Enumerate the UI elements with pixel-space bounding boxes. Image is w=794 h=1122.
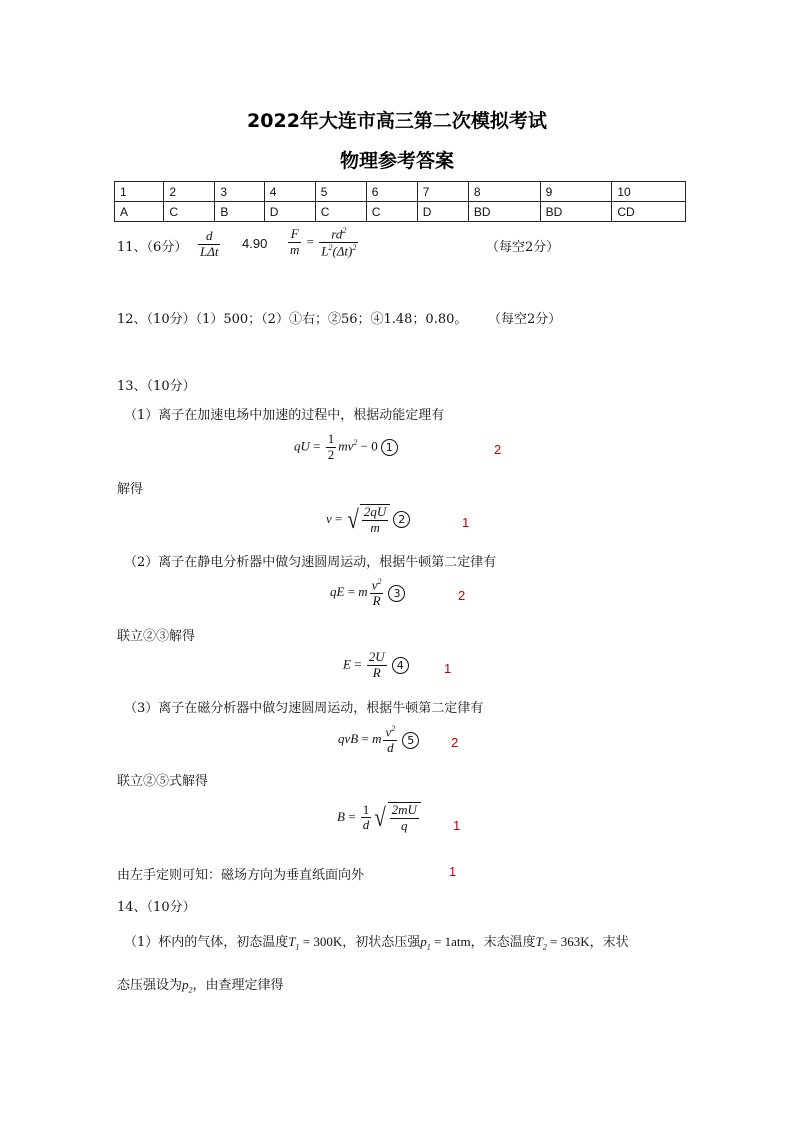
q13-part2-text: （2）离子在静电分析器中做匀速圆周运动，根据牛顿第二定律有 — [124, 555, 497, 570]
table-cell: 7 — [417, 182, 468, 202]
table-cell: D — [264, 202, 315, 222]
table-cell: CD — [612, 202, 686, 222]
table-cell: C — [315, 202, 366, 222]
q11-note: （每空2分） — [486, 240, 560, 255]
q14-text: ，由查理定律得 — [192, 978, 284, 993]
table-cell: D — [417, 202, 468, 222]
q13-label: 13、（10分） — [117, 379, 196, 394]
q13-part3-text: （3）离子在磁分析器中做匀速圆周运动，根据牛顿第二定律有 — [124, 701, 484, 716]
score-mark: 2 — [451, 735, 459, 750]
q13-solve-text: 解得 — [117, 482, 144, 497]
q11-label: 11、（6分） — [117, 240, 188, 255]
q13-eq5: qvB = m $\frac{v^2}{d}$ 5 — [338, 724, 419, 756]
table-cell: 6 — [366, 182, 417, 202]
table-cell: BD — [540, 202, 612, 222]
q14-t2-value: 363K — [560, 934, 590, 949]
answer-table — [114, 181, 686, 222]
q13-eq6: B = $\frac{1}{d}$ √ $\frac{2mU}{q}$ — [337, 802, 421, 834]
q13-eq1: qU = $\frac{1}{2}$ $mv^2 - 0$ 1 — [294, 432, 398, 463]
table-cell: 9 — [540, 182, 612, 202]
answer-table-number-row — [115, 182, 686, 202]
table-cell: 1 — [115, 182, 164, 202]
q14-part1-line1: （1）杯内的气体，初态温度$T_1 = 300K$，初状态压强$p_1 = 1atm$，末态温度$T_2 = 363K$，末状 — [124, 934, 629, 952]
q13-combine2-text: 联立②⑤式解得 — [117, 774, 209, 789]
table-cell: A — [115, 202, 164, 222]
q14-t1-value: 300K — [313, 934, 343, 949]
score-mark: 2 — [458, 588, 466, 603]
q14-text: （1）杯内的气体，初态温度 — [124, 935, 289, 950]
q14-text: ，初状态压强 — [342, 935, 421, 950]
table-cell: C — [164, 202, 215, 222]
table-cell: B — [215, 202, 264, 222]
score-mark: 1 — [449, 864, 457, 879]
table-cell: BD — [468, 202, 540, 222]
score-mark: 1 — [453, 818, 461, 833]
table-cell: 2 — [164, 182, 215, 202]
page-title: 2022年大连市高三第二次模拟考试 — [247, 110, 547, 132]
q11-formula-2: $\frac{F}{m}$ = $\frac{rd^2}{L^2(\Delta t)^2}$ — [290, 226, 357, 259]
q14-text: ，末态温度 — [470, 935, 536, 950]
q14-text: ，末状 — [589, 935, 629, 950]
q13-combine1-text: 联立②③解得 — [117, 629, 196, 644]
table-cell: 10 — [612, 182, 686, 202]
score-mark: 1 — [444, 661, 452, 676]
page-subtitle: 物理参考答案 — [339, 150, 454, 172]
q12-text: 12、（10分）（1）500；（2）①右；②56；④1.48；0.80。 — [117, 312, 468, 327]
table-cell: C — [366, 202, 417, 222]
q12-note: （每空2分） — [488, 312, 562, 327]
q13-eq4: E = $\frac{2U}{R}$ 4 — [343, 650, 409, 681]
table-cell: 4 — [264, 182, 315, 202]
table-cell: 8 — [468, 182, 540, 202]
score-mark: 2 — [494, 442, 502, 457]
q13-part1-text: （1）离子在加速电场中加速的过程中，根据动能定理有 — [124, 408, 445, 423]
q13-conclusion-text: 由左手定则可知：磁场方向为垂直纸面向外 — [117, 868, 365, 883]
table-cell: 5 — [315, 182, 366, 202]
q13-eq3: qE = m $\frac{v^2}{R}$ 3 — [330, 577, 405, 609]
q14-label: 14、（10分） — [117, 900, 196, 915]
answer-table-answer-row — [115, 202, 686, 222]
table-cell: 3 — [215, 182, 264, 202]
q11-formula-1: $\frac{d}{\text{LΔt}}$ — [200, 228, 219, 259]
q14-text: 态压强设为 — [117, 978, 183, 993]
q14-p1-value: 1atm — [444, 934, 471, 949]
q13-eq2: v = √ $\frac{2qU}{m}$ 2 — [326, 504, 410, 536]
q11-value: 4.90 — [242, 236, 268, 251]
q14-part1-line2: 态压强设为$p_2$，由查理定律得 — [117, 977, 284, 995]
score-mark: 1 — [462, 515, 470, 530]
